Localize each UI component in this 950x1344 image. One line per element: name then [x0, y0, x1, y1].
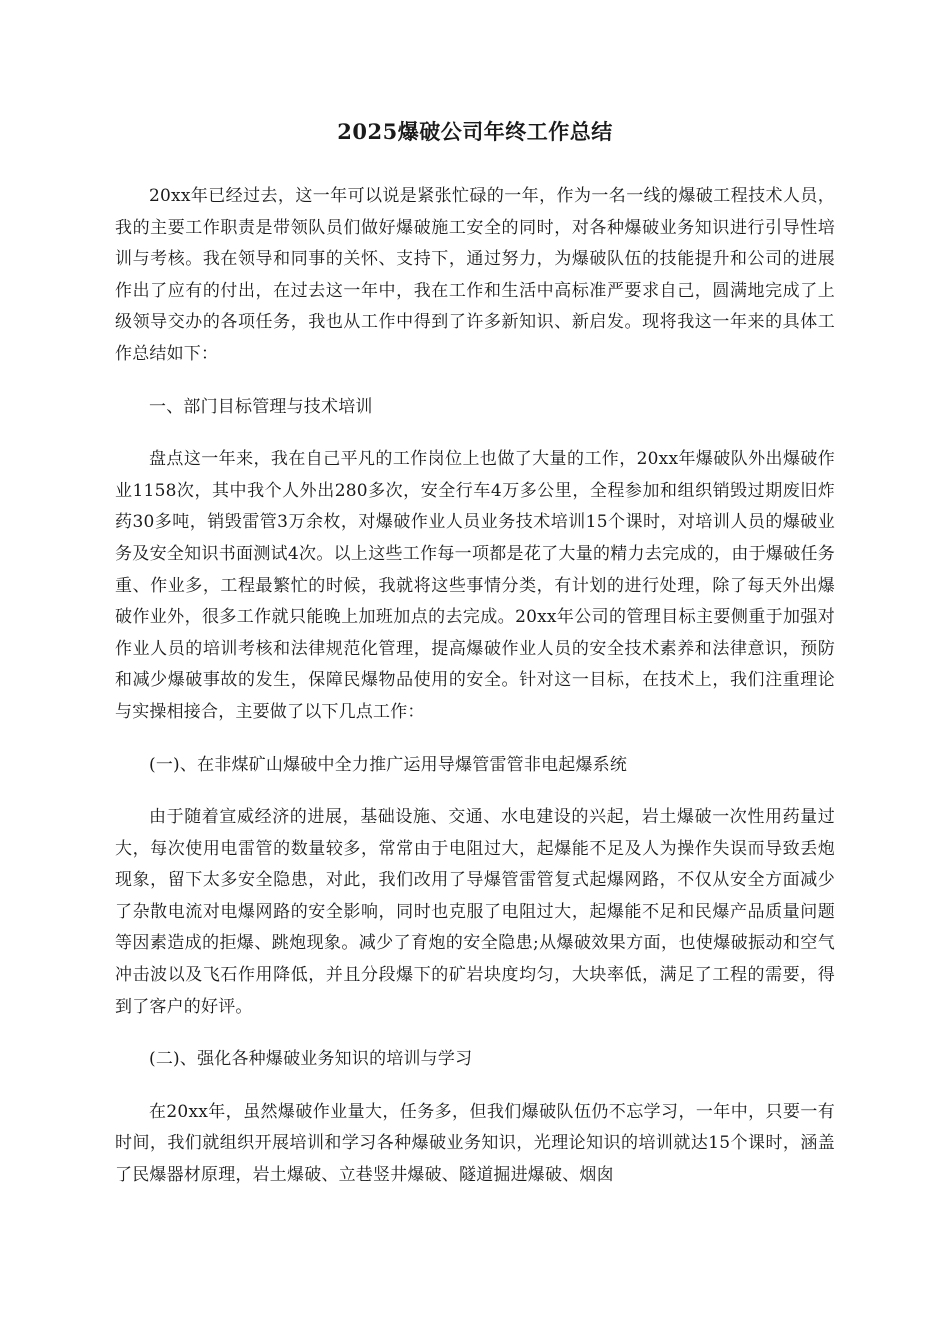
section-1-paragraph: 盘点这一年来，我在自己平凡的工作岗位上也做了大量的工作，20xx年爆破队外出爆破作业1158次，其中我个人外出280多次，安全行车4万多公里，全程参加和组织销毁过期废旧炸药30多吨，销毁雷管3万余枚，对爆破作业人员业务技术培训15个课时，对培训人员的爆破业务及安全知识书面测试4次。以上这些工作每一项都是花了大量的精力去完成的，由于爆破任务重、作业多，工程最繁忙的时候，我就将这些事情分类，有计划的进行处理，除了每天外出爆破作业外，很多工作就只能晚上加班加点的去完成。20xx年公司的管理目标主要侧重于加强对作业人员的培训考核和法律规范化管理，提高爆破作业人员的安全技术素养和法律意识，预防和减少爆破事故的发生，保障民爆物品使用的安全。针对这一目标，在技术上，我们注重理论与实操相接合，主要做了以下几点工作：: [115, 449, 835, 722]
subsection-heading-2: (二)、强化各种爆破业务知识的培训与学习: [149, 1049, 473, 1070]
intro-paragraph: 20xx年已经过去，这一年可以说是紧张忙碌的一年，作为一名一线的爆破工程技术人员，我的主要工作职责是带领队员们做好爆破施工安全的同时，对各种爆破业务知识进行引导性培训与考核。我在领导和同事的关怀、支持下，通过努力，为爆破队伍的技能提升和公司的进展作出了应有的付出，在过去这一年中，我在工作和生活中高标准严要求自己，圆满地完成了上级领导交办的各项任务，我也从工作中得到了许多新知识、新启发。现将我这一年来的具体工作总结如下：: [115, 186, 835, 364]
subsection-heading-1: (一)、在非煤矿山爆破中全力推广运用导爆管雷管非电起爆系统: [149, 754, 628, 775]
document-body: [115, 181, 835, 1213]
subsection-1-paragraph: 由于随着宣威经济的进展，基础设施、交通、水电建设的兴起，岩土爆破一次性用药量过大，每次使用电雷管的数量较多，常常由于电阻过大，起爆能不足及人为操作失误而导致丢炮现象，留下太多安全隐患，对此，我们改用了导爆管雷管复式起爆网路，不仅从安全方面减少了杂散电流对电爆网路的安全影响，同时也克服了电阻过大，起爆能不足和民爆产品质量问题等因素造成的拒爆、跳炮现象。减少了育炮的安全隐患;从爆破效果方面，也使爆破振动和空气冲击波以及飞石作用降低，并且分段爆下的矿岩块度均匀，大块率低，满足了工程的需要，得到了客户的好评。: [115, 807, 835, 1017]
subsection-2-paragraph: 在20xx年，虽然爆破作业量大，任务多，但我们爆破队伍仍不忘学习，一年中，只要一有时间，我们就组织开展培训和学习各种爆破业务知识，光理论知识的培训就达15个课时，涵盖了民爆器材原理，岩土爆破、立巷竖井爆破、隧道掘进爆破、烟囱: [115, 1101, 835, 1186]
document-title: 2025爆破公司年终工作总结: [337, 119, 613, 144]
section-heading-1: 一、部门目标管理与技术培训: [149, 396, 373, 417]
